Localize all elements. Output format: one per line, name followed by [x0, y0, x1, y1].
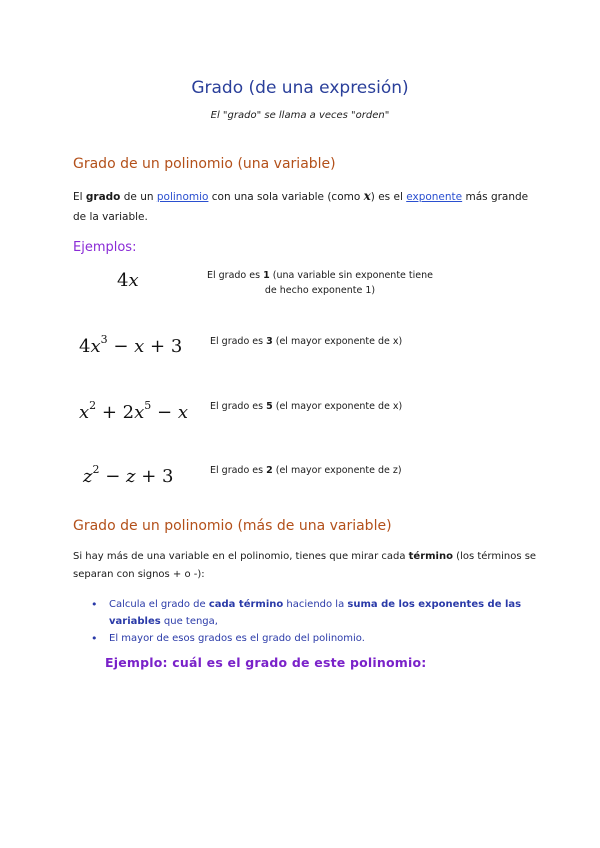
example-1-line2: de hecho exponente 1)	[264, 285, 376, 296]
expression-4x3-x-3: $4x^3 - x + 3$	[79, 333, 183, 357]
expression-z2-z-3: $z^2 - z + 3$	[83, 463, 174, 487]
example-4-description: El grado es 2 (el mayor exponente de z)	[210, 465, 402, 476]
section2-paragraph: Si hay más de una variable en el polinomio, tienes que mirar cada término (los términos se separan con signos + o -):	[73, 551, 537, 580]
text: ) es el	[370, 191, 407, 203]
example-question: Ejemplo: cuál es el grado de este polinomio:	[105, 655, 427, 670]
polinomio-link[interactable]: polinomio	[156, 191, 209, 203]
expression-x2-2x5-x: $x^2 + 2x^5 - x$	[79, 399, 188, 423]
rules-list	[91, 596, 531, 647]
expression-4x: 4x	[117, 270, 139, 291]
text: con una sola variable (como	[208, 191, 364, 203]
examples-heading: Ejemplos:	[73, 240, 137, 255]
text: más grande de la variable.	[73, 191, 529, 223]
variable-x: x	[363, 189, 371, 203]
section1-heading: Grado de un polinomio (una variable)	[73, 156, 336, 172]
list-item: • El mayor de esos grados es el grado del polinomio.	[91, 630, 531, 647]
section1-paragraph	[73, 186, 543, 227]
example-2-description: El grado es 3 (el mayor exponente de x)	[210, 336, 403, 347]
list-item: • Calcula el grado de cada término haciendo la suma de los exponentes de las variables que tenga,	[91, 596, 531, 630]
exponente-link[interactable]: exponente	[406, 191, 463, 203]
example-1-line1: El grado es 1 (una variable sin exponente tiene	[206, 270, 433, 281]
page-subtitle: El "grado" se llama a veces "orden"	[210, 110, 390, 121]
example-1-description	[190, 268, 450, 298]
text: de un	[120, 191, 157, 203]
example-3-description: El grado es 5 (el mayor exponente de x)	[210, 401, 403, 412]
text: El	[73, 191, 86, 203]
bold-termino: término	[408, 551, 453, 562]
bold-term: grado	[85, 191, 121, 203]
section2-heading: Grado de un polinomio (más de una variable)	[73, 518, 392, 534]
page-title: Grado (de una expresión)	[191, 78, 409, 98]
